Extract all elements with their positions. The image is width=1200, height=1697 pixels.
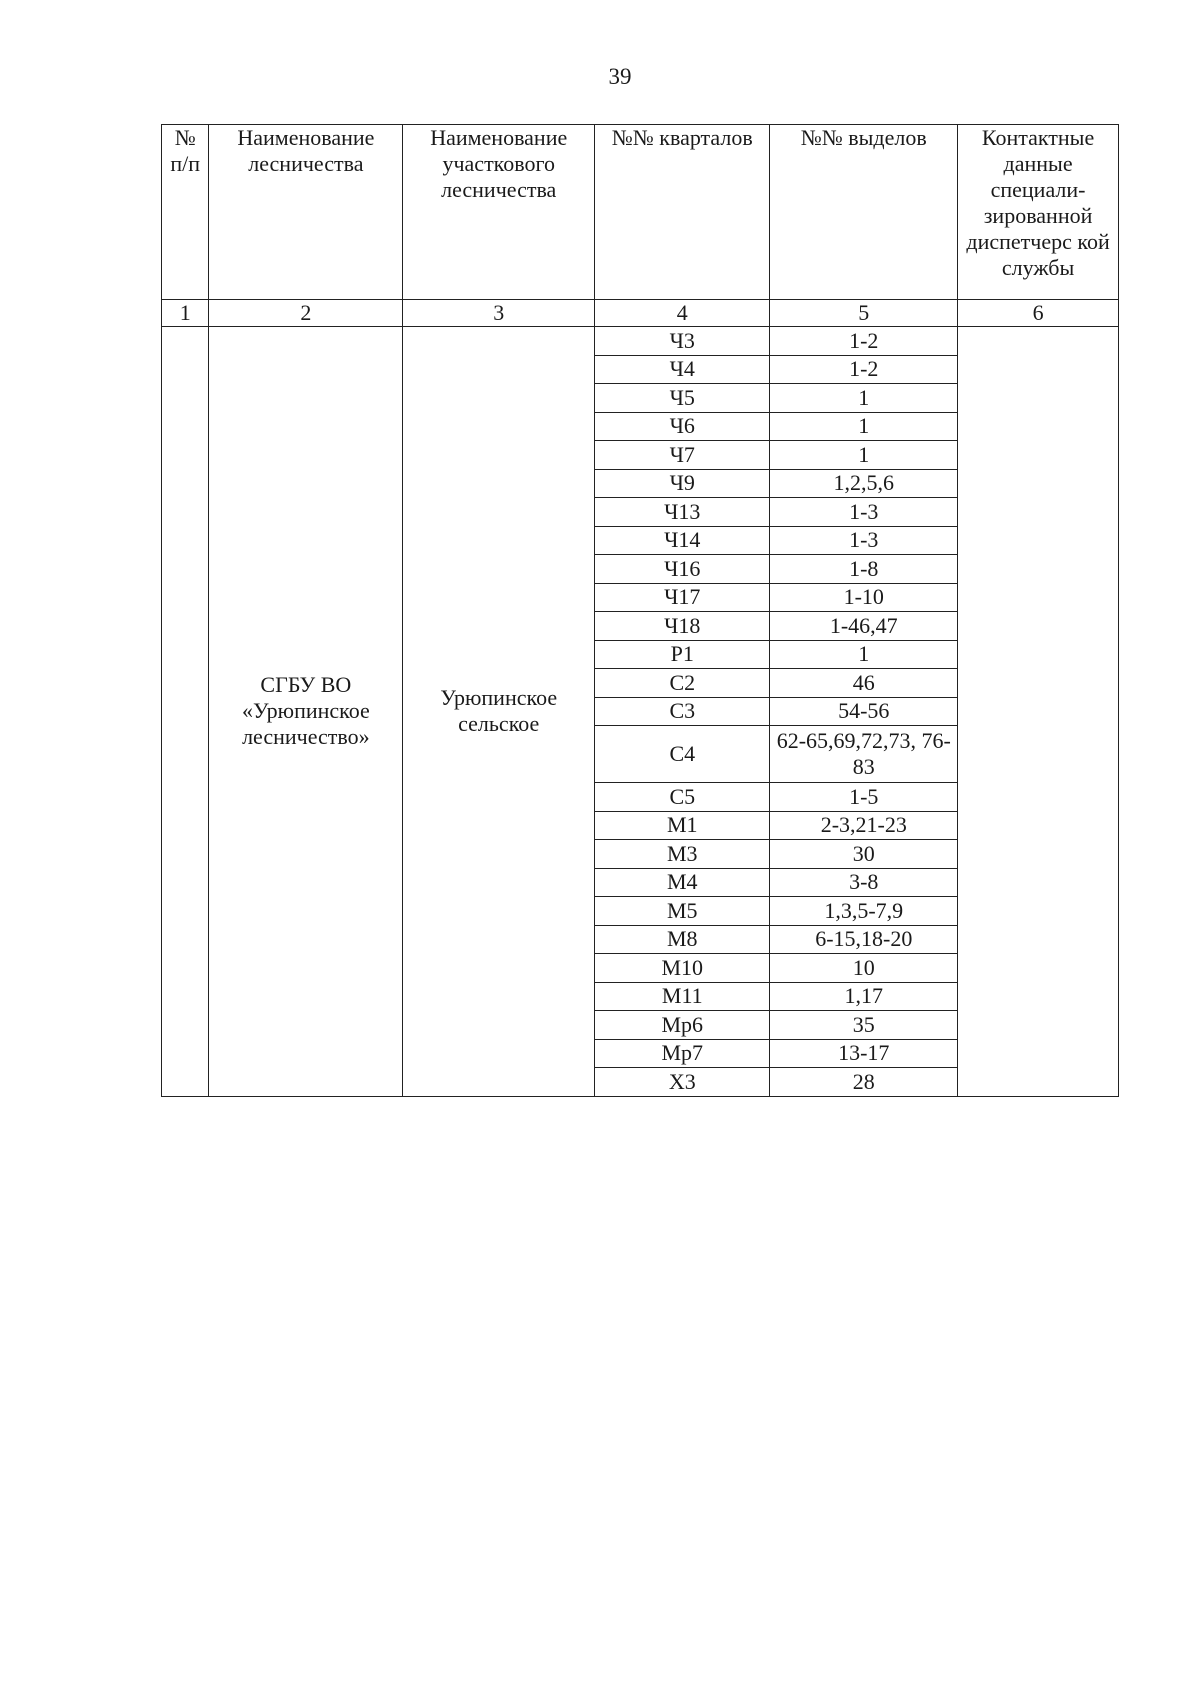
header-cell: №№ кварталов (595, 125, 770, 300)
allotments-cell: 1-46,47 (770, 612, 958, 641)
header-cell: Наименование лесничества (209, 125, 403, 300)
header-cell: Контактные данные специали-зированной диспетчерс кой службы (958, 125, 1119, 300)
forestry-name-cell: СГБУ ВО «Урюпинское лесничество» (209, 327, 403, 1097)
allotments-cell: 54-56 (770, 697, 958, 726)
quarter-cell: Ч3 (595, 327, 770, 356)
allotments-cell: 1-3 (770, 498, 958, 527)
column-number: 5 (770, 300, 958, 327)
quarter-cell: Ч4 (595, 355, 770, 384)
quarter-cell: Ч18 (595, 612, 770, 641)
allotments-cell: 1-2 (770, 355, 958, 384)
forestry-table (161, 124, 1119, 1097)
column-number: 4 (595, 300, 770, 327)
quarter-cell: М10 (595, 954, 770, 983)
allotments-cell: 62-65,69,72,73, 76-83 (770, 726, 958, 783)
quarter-cell: Ч9 (595, 469, 770, 498)
allotments-cell: 1 (770, 441, 958, 470)
allotments-cell: 1-5 (770, 783, 958, 812)
header-cell: № п/п (162, 125, 209, 300)
header-cell: №№ выделов (770, 125, 958, 300)
allotments-cell: 1,3,5-7,9 (770, 897, 958, 926)
district-forestry-cell: Урюпинское сельское (403, 327, 595, 1097)
quarter-cell: С3 (595, 697, 770, 726)
allotments-cell: 2-3,21-23 (770, 811, 958, 840)
quarter-cell: Ч17 (595, 583, 770, 612)
row-number-cell (162, 327, 209, 1097)
allotments-cell: 3-8 (770, 868, 958, 897)
allotments-cell: 1 (770, 384, 958, 413)
quarter-cell: М1 (595, 811, 770, 840)
allotments-cell: 13-17 (770, 1039, 958, 1068)
allotments-cell: 1 (770, 640, 958, 669)
quarter-cell: Ч14 (595, 526, 770, 555)
column-number-row (162, 300, 1119, 327)
allotments-cell: 35 (770, 1011, 958, 1040)
quarter-cell: М5 (595, 897, 770, 926)
quarter-cell: М11 (595, 982, 770, 1011)
quarter-cell: С5 (595, 783, 770, 812)
allotments-cell: 6-15,18-20 (770, 925, 958, 954)
quarter-cell: М4 (595, 868, 770, 897)
quarter-cell: Ч13 (595, 498, 770, 527)
quarter-cell: Мр6 (595, 1011, 770, 1040)
table-body (162, 327, 1119, 1097)
allotments-cell: 1-2 (770, 327, 958, 356)
contact-cell (958, 327, 1119, 1097)
allotments-cell: 1-10 (770, 583, 958, 612)
quarter-cell: Х3 (595, 1068, 770, 1097)
allotments-cell: 1-3 (770, 526, 958, 555)
allotments-cell: 46 (770, 669, 958, 698)
header-row (162, 125, 1119, 300)
quarter-cell: М3 (595, 840, 770, 869)
page-number: 39 (608, 64, 632, 89)
allotments-cell: 1,2,5,6 (770, 469, 958, 498)
column-number: 3 (403, 300, 595, 327)
allotments-cell: 10 (770, 954, 958, 983)
allotments-cell: 28 (770, 1068, 958, 1097)
quarter-cell: Р1 (595, 640, 770, 669)
quarter-cell: С4 (595, 726, 770, 783)
quarter-cell: М8 (595, 925, 770, 954)
allotments-cell: 1,17 (770, 982, 958, 1011)
allotments-cell: 30 (770, 840, 958, 869)
quarter-cell: Ч16 (595, 555, 770, 584)
quarter-cell: Ч6 (595, 412, 770, 441)
table-row (162, 327, 1119, 356)
quarter-cell: Ч5 (595, 384, 770, 413)
column-number: 1 (162, 300, 209, 327)
quarter-cell: С2 (595, 669, 770, 698)
allotments-cell: 1 (770, 412, 958, 441)
allotments-cell: 1-8 (770, 555, 958, 584)
quarter-cell: Ч7 (595, 441, 770, 470)
quarter-cell: Мр7 (595, 1039, 770, 1068)
column-number: 2 (209, 300, 403, 327)
header-cell: Наименование участкового лесничества (403, 125, 595, 300)
column-number: 6 (958, 300, 1119, 327)
